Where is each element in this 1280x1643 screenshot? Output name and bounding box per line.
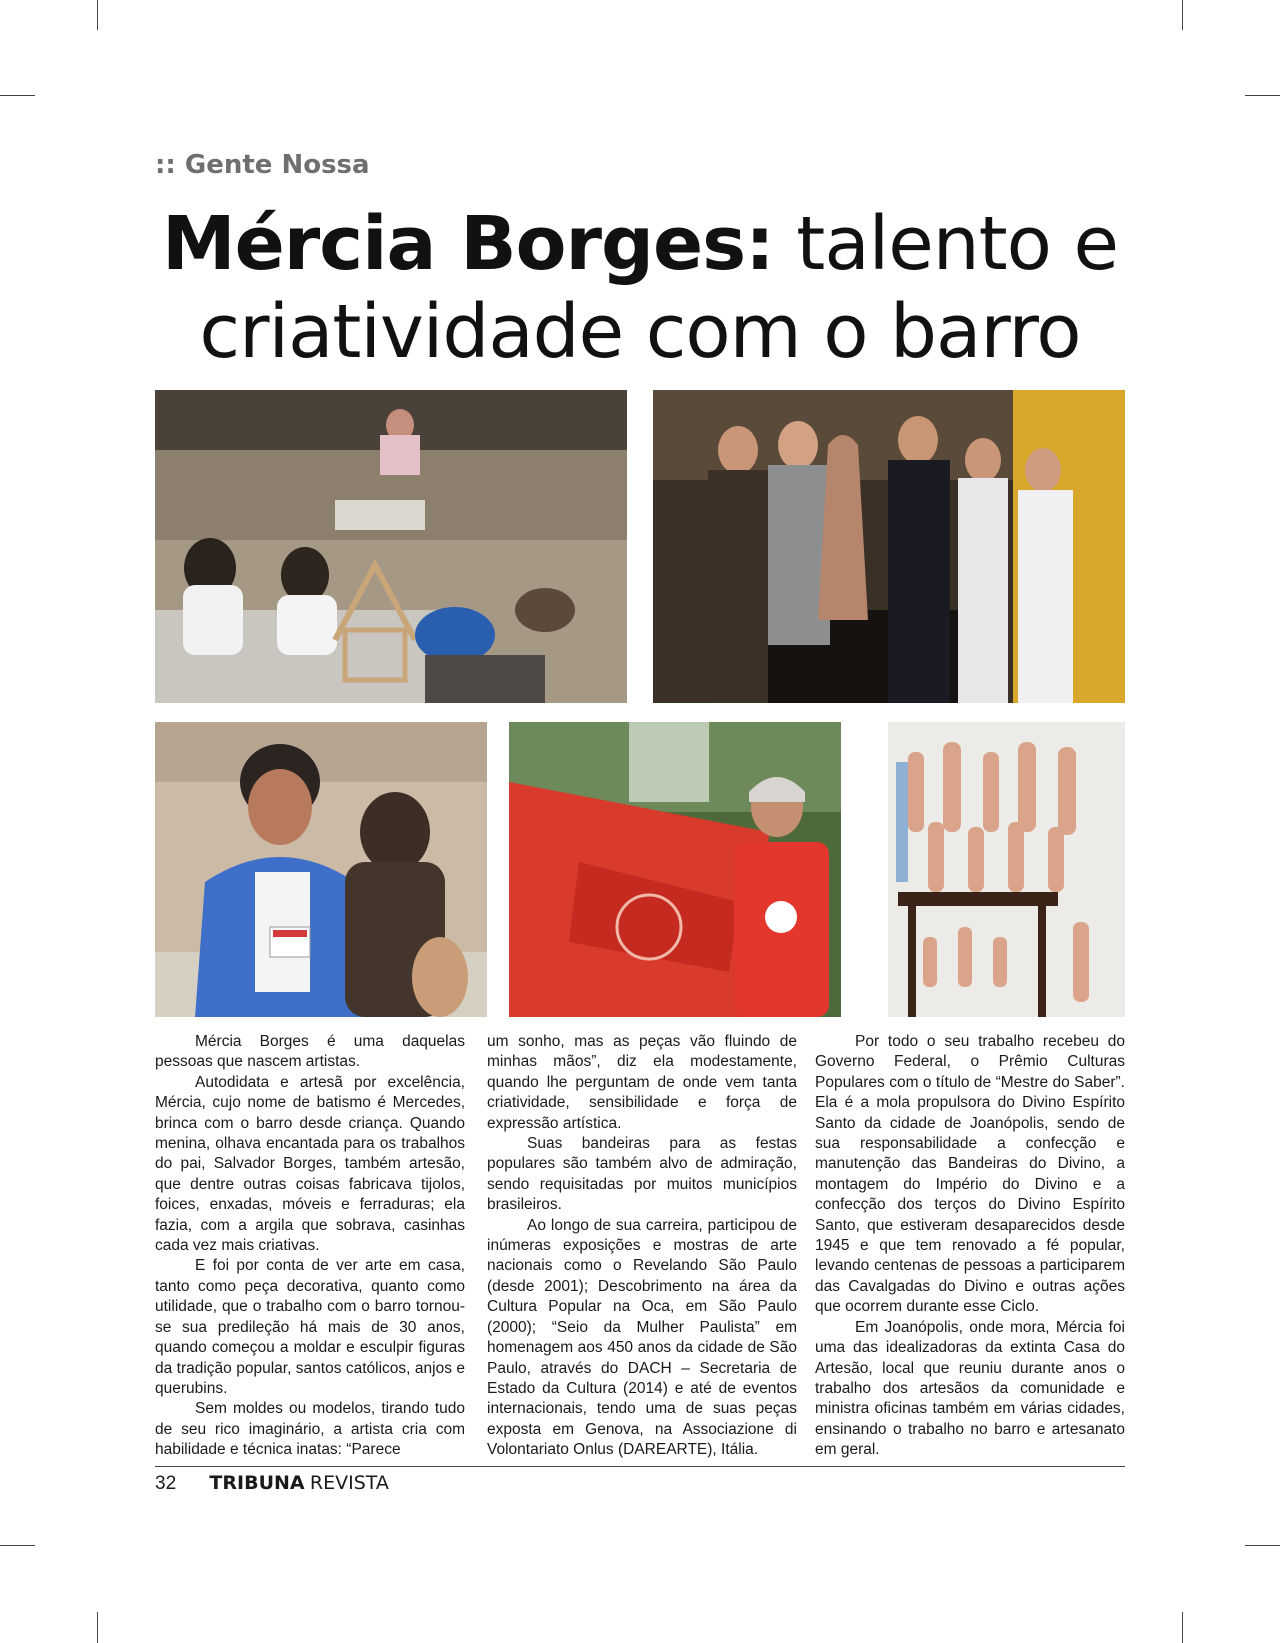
headline-rest: talento e	[773, 201, 1118, 287]
article-column-2	[487, 1032, 797, 1461]
article-paragraph: Em Joanópolis, onde mora, Mércia foi uma das idealizadoras da extinta Casa do Artesão, local que reuniu durante anos o trabalho dos artesãos da comunidade e ministra oficinas também em várias cidades, ensinando o trabalho no barro e artesanato em geral.	[815, 1318, 1125, 1459]
article-paragraph: Por todo o seu trabalho recebeu do Governo Federal, o Prêmio Culturas Populares com o título de “Mestre do Saber”. Ela é a mola propulsora do Divino Espírito Santo da cidade de Joanópolis, sendo de sua responsabilidade a confecção e manutenção das Bandeiras do Divino, a montagem do Império do Divino e a confecção dos terços do Divino Espírito Santo, que estiveram desaparecidos desde 1945 e que tem renovado a fé popular, levando centenas de pessoas a participarem das Cavalgadas do Divino e outras ações que ocorrem durante esse Ciclo.	[815, 1033, 1125, 1316]
article-paragraph: Suas bandeiras para as festas populares são também alvo de admiração, sendo requisitadas por muitos municípios brasileiros.	[487, 1135, 797, 1214]
crop-mark	[97, 0, 98, 30]
publication-brand: TRIBUNA	[209, 1472, 305, 1494]
photo-workshop	[155, 390, 627, 703]
headline-line2: criatividade com o barro	[199, 289, 1081, 375]
article-paragraph: Mércia Borges é uma daquelas pessoas que nascem artistas.	[155, 1033, 465, 1071]
section-label: :: Gente Nossa	[155, 150, 370, 180]
photo-mercia-sculpture	[155, 722, 487, 1017]
page-number: 32	[155, 1473, 177, 1494]
crop-mark	[1245, 1545, 1280, 1546]
article-paragraph: um sonho, mas as peças vão fluindo de minhas mãos”, diz ela modestamente, quando lhe perguntam de onde vem tanta criatividade, sensibilidade e força de expressão artística.	[487, 1033, 797, 1132]
crop-mark	[1245, 95, 1280, 96]
article-paragraph: Sem moldes ou modelos, tirando tudo de seu rico imaginário, a artista cria com habilidade e técnica inatas: “Parece	[155, 1400, 465, 1459]
crop-mark	[97, 1612, 98, 1643]
article-paragraph: E foi por conta de ver arte em casa, tanto como peça decorativa, quanto como utilidade, que o trabalho com o barro tornou-se sua predileção há mais de 30 anos, quando começou a moldar e esculpir figuras da tradição popular, santos católicos, anjos e querubins.	[155, 1257, 465, 1397]
footer	[155, 1472, 389, 1495]
crop-mark	[0, 95, 35, 96]
crop-mark	[0, 1545, 35, 1546]
publication-subtitle: REVISTA	[309, 1472, 389, 1494]
article-column-1	[155, 1032, 465, 1461]
crop-mark	[1182, 0, 1183, 30]
footer-rule	[155, 1466, 1125, 1467]
headline	[140, 200, 1140, 376]
article-column-3	[815, 1032, 1125, 1461]
headline-name: Mércia Borges:	[161, 201, 774, 287]
article-paragraph: Autodidata e artesã por excelência, Mércia, cujo nome de batismo é Mercedes, brinca com o barro desde criança. Quando menina, olhava encantada para os trabalhos do pai, Salvador Borges, também artesão, que dentre outras coisas fabricava tijolos, foices, enxadas, móveis e ferraduras; ela fazia, com a argila que sobrava, casinhas cada vez mais criativas.	[155, 1073, 465, 1255]
article-paragraph: Ao longo de sua carreira, participou de inúmeras exposições e mostras de arte nacionais como o Revelando São Paulo (desde 2001); Descobrimento na área da Cultura Popular na Oca, em São Paulo (2000); “Seio da Mulher Paulista” em homenagem aos 450 anos da cidade de São Paulo, através do DACH – Secretaria de Estado da Cultura (2014) e até de eventos internacionais, tendo uma de suas peças exposta em Genova, na Associazione di Volontariato Onlus (DAREARTE), Itália.	[487, 1216, 797, 1459]
photo-group-statue	[653, 390, 1125, 703]
photo-saints-shelf	[888, 722, 1125, 1017]
crop-mark	[1182, 1612, 1183, 1643]
photo-mercia-banner	[509, 722, 841, 1017]
